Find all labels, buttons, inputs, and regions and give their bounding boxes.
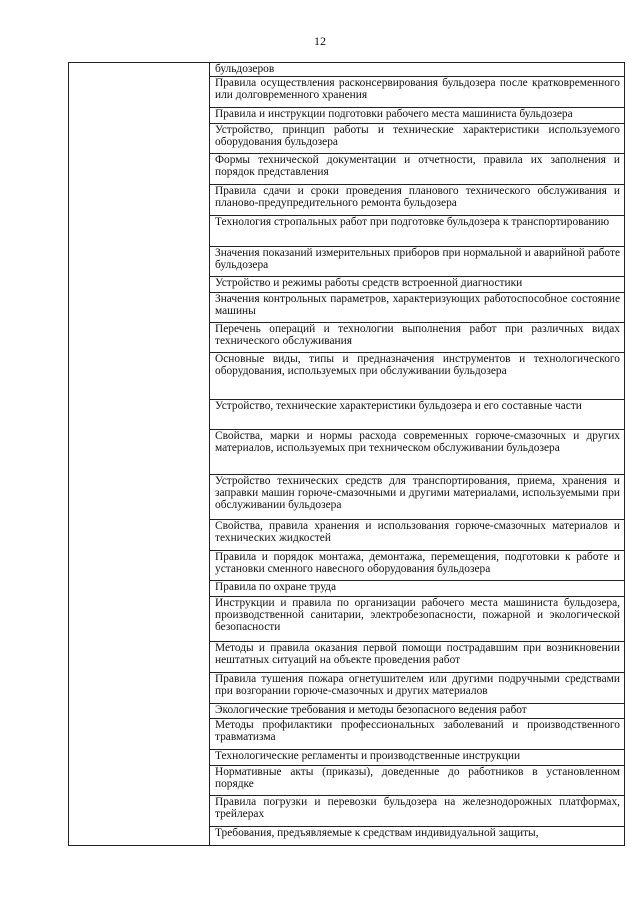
knowledge-row: Устройство, технические характеристики бульдозера и его составные части <box>210 400 624 430</box>
page-number: 12 <box>314 34 326 48</box>
knowledge-row: Методы профилактики профессиональных заболеваний и производственного травматизма <box>210 719 624 750</box>
knowledge-row: Инструкции и правила по организации рабочего места машиниста бульдозера, производственной санитарии, электробезопасности, пожарной и экологической безопасности <box>210 597 624 642</box>
knowledge-row: Правила и инструкции подготовки рабочего места машиниста бульдозера <box>210 108 624 124</box>
knowledge-row: Правила и порядок монтажа, демонтажа, перемещения, подготовки к работе и установки сменного навесного оборудования бульдозера <box>210 551 624 581</box>
knowledge-row: Основные виды, типы и предназначения инструментов и технологического оборудования, используемых при обслуживании бульдозера <box>210 353 624 400</box>
knowledge-row: Формы технической документации и отчетности, правила их заполнения и порядок представления <box>210 154 624 185</box>
knowledge-row: Устройство и режимы работы средств встроенной диагностики <box>210 277 624 293</box>
knowledge-row: Экологические требования и методы безопасного ведения работ <box>210 704 624 719</box>
knowledge-row: Правила сдачи и сроки проведения планового технического обслуживания и планово-предупредительного ремонта бульдозера <box>210 185 624 216</box>
knowledge-row: Требования, предъявляемые к средствам индивидуальной защиты, <box>215 827 539 839</box>
knowledge-row: Технология стропальных работ при подготовке бульдозера к транспортированию <box>210 216 624 247</box>
knowledge-row: Правила осуществления расконсервирования бульдозера после кратковременного или долговременного хранения <box>210 77 624 108</box>
knowledge-row: бульдозеров <box>210 63 624 77</box>
knowledge-row: Правила тушения пожара огнетушителем или другими подручными средствами при возгорании горюче-смазочных и других материалов <box>210 673 624 704</box>
requirements-table <box>68 62 625 846</box>
knowledge-row: Значения показаний измерительных приборов при нормальной и аварийной работе бульдозера <box>210 247 624 277</box>
knowledge-row: Перечень операций и технологии выполнения работ при различных видах технического обслуживания <box>210 323 624 353</box>
knowledge-row: Правила по охране труда <box>210 581 624 597</box>
knowledge-row: Устройство технических средств для транспортирования, приема, хранения и заправки машин горюче-смазочными и другими материалами, используемыми при обслуживании бульдозера <box>210 475 624 520</box>
knowledge-row: Технологические регламенты и производственные инструкции <box>210 750 624 766</box>
knowledge-column <box>209 63 624 845</box>
knowledge-row: Правила погрузки и перевозки бульдозера на железнодорожных платформах, трейлерах <box>210 796 624 827</box>
knowledge-row: Свойства, марки и нормы расхода современных горюче-смазочных и других материалов, используемых при техническом обслуживании бульдозера <box>210 430 624 475</box>
knowledge-row: Свойства, правила хранения и использования горюче-смазочных материалов и технических жидкостей <box>210 520 624 551</box>
function-column <box>69 63 209 845</box>
knowledge-row: Методы и правила оказания первой помощи пострадавшим при возникновении нештатных ситуаций на объекте проведения работ <box>210 642 624 673</box>
knowledge-row: Значения контрольных параметров, характеризующих работоспособное состояние машины <box>210 293 624 323</box>
knowledge-row: Устройство, принцип работы и технические характеристики используемого оборудования бульдозера <box>210 124 624 154</box>
knowledge-row: Нормативные акты (приказы), доведенные до работников в установленном порядке <box>210 766 624 796</box>
